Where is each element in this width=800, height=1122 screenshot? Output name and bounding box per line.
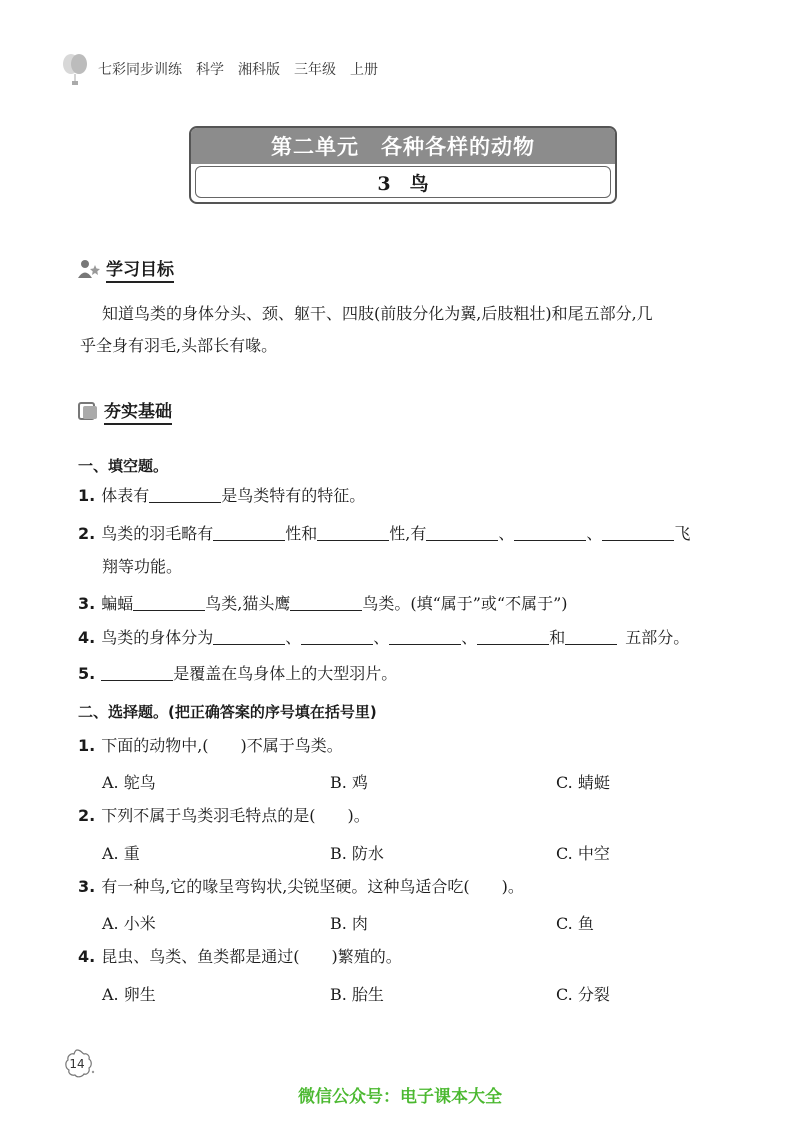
answer-blank[interactable] — [514, 524, 586, 541]
answer-blank[interactable] — [477, 628, 549, 645]
answer-blank[interactable] — [213, 628, 285, 645]
fill-question-4: 4. 鸟类的身体分为 、 、 、 和 五部分。 — [78, 628, 690, 647]
fill-question-2-cont: 翔等功能。 — [102, 557, 183, 576]
objectives-label: 学习目标 — [106, 255, 174, 283]
choice-3-option-c[interactable]: C. 鱼 — [556, 914, 594, 933]
choice-4-option-a[interactable]: A. 卵生 — [102, 985, 156, 1004]
choice-question-1: 1. 下面的动物中,( )不属于鸟类。 — [78, 736, 343, 755]
objectives-heading — [78, 255, 174, 283]
lesson-title: 3 鸟 — [195, 166, 611, 198]
page-header — [60, 52, 392, 86]
answer-blank[interactable] — [213, 524, 285, 541]
choice-3-option-a[interactable]: A. 小米 — [102, 914, 156, 933]
answer-blank[interactable] — [565, 628, 617, 645]
book-icon — [78, 401, 98, 421]
lesson-title-box — [189, 126, 617, 204]
header-series: 七彩同步训练 — [98, 62, 182, 78]
answer-blank[interactable] — [389, 628, 461, 645]
fill-question-5: 5. 是覆盖在鸟身体上的大型羽片。 — [78, 664, 398, 683]
choice-2-option-b[interactable]: B. 防水 — [330, 844, 384, 863]
answer-blank[interactable] — [290, 594, 362, 611]
answer-blank[interactable] — [133, 594, 205, 611]
answer-blank[interactable] — [602, 524, 674, 541]
answer-blank[interactable] — [149, 486, 221, 503]
choice-3-option-b[interactable]: B. 肉 — [330, 914, 368, 933]
fill-question-1: 1. 体表有 是鸟类特有的特征。 — [78, 486, 366, 505]
fill-question-2: 2. 鸟类的羽毛略有 性和 性,有 、 、 飞 — [78, 524, 691, 543]
header-subject: 科学 — [196, 62, 224, 78]
page-number — [62, 1047, 96, 1081]
objectives-text — [80, 298, 742, 362]
choice-question-3: 3. 有一种鸟,它的喙呈弯钩状,尖锐坚硬。这种鸟适合吃( )。 — [78, 877, 524, 896]
header-grade: 三年级 — [294, 62, 336, 78]
answer-blank[interactable] — [317, 524, 389, 541]
choice-4-option-b[interactable]: B. 胎生 — [330, 985, 384, 1004]
choice-question-2: 2. 下列不属于鸟类羽毛特点的是( )。 — [78, 806, 370, 825]
fill-question-3: 3. 蝙蝠 鸟类,猫头鹰 鸟类。(填“属于”或“不属于”) — [78, 594, 568, 613]
answer-blank[interactable] — [301, 628, 373, 645]
answer-blank[interactable] — [101, 664, 173, 681]
choice-1-option-a[interactable]: A. 鸵鸟 — [102, 773, 156, 792]
header-edition: 湘科版 — [238, 62, 280, 78]
choice-section-title: 二、选择题。(把正确答案的序号填在括号里) — [78, 703, 377, 721]
choice-1-option-c[interactable]: C. 蜻蜓 — [556, 773, 610, 792]
unit-title: 第二单元 各种各样的动物 — [191, 128, 615, 164]
objectives-line-2: 乎全身有羽毛,头部长有喙。 — [80, 336, 278, 355]
wechat-footer: 微信公众号：电子课本大全 — [298, 1087, 502, 1107]
basics-heading — [78, 397, 172, 425]
header-volume: 上册 — [350, 62, 378, 78]
fill-section-title: 一、填空题。 — [78, 457, 169, 475]
choice-question-4: 4. 昆虫、鸟类、鱼类都是通过( )繁殖的。 — [78, 947, 402, 966]
answer-blank[interactable] — [426, 524, 498, 541]
learner-icon — [78, 259, 100, 279]
choice-1-option-b[interactable]: B. 鸡 — [330, 773, 368, 792]
choice-2-option-a[interactable]: A. 重 — [102, 844, 140, 863]
objectives-line-1: 知道鸟类的身体分头、颈、躯干、四肢(前肢分化为翼,后肢粗壮)和尾五部分,几 — [102, 304, 653, 323]
choice-2-option-c[interactable]: C. 中空 — [556, 844, 610, 863]
choice-4-option-c[interactable]: C. 分裂 — [556, 985, 610, 1004]
page-number-text: 14 — [69, 1057, 85, 1071]
balloon-logo-icon — [60, 52, 90, 86]
basics-label: 夯实基础 — [104, 397, 172, 425]
